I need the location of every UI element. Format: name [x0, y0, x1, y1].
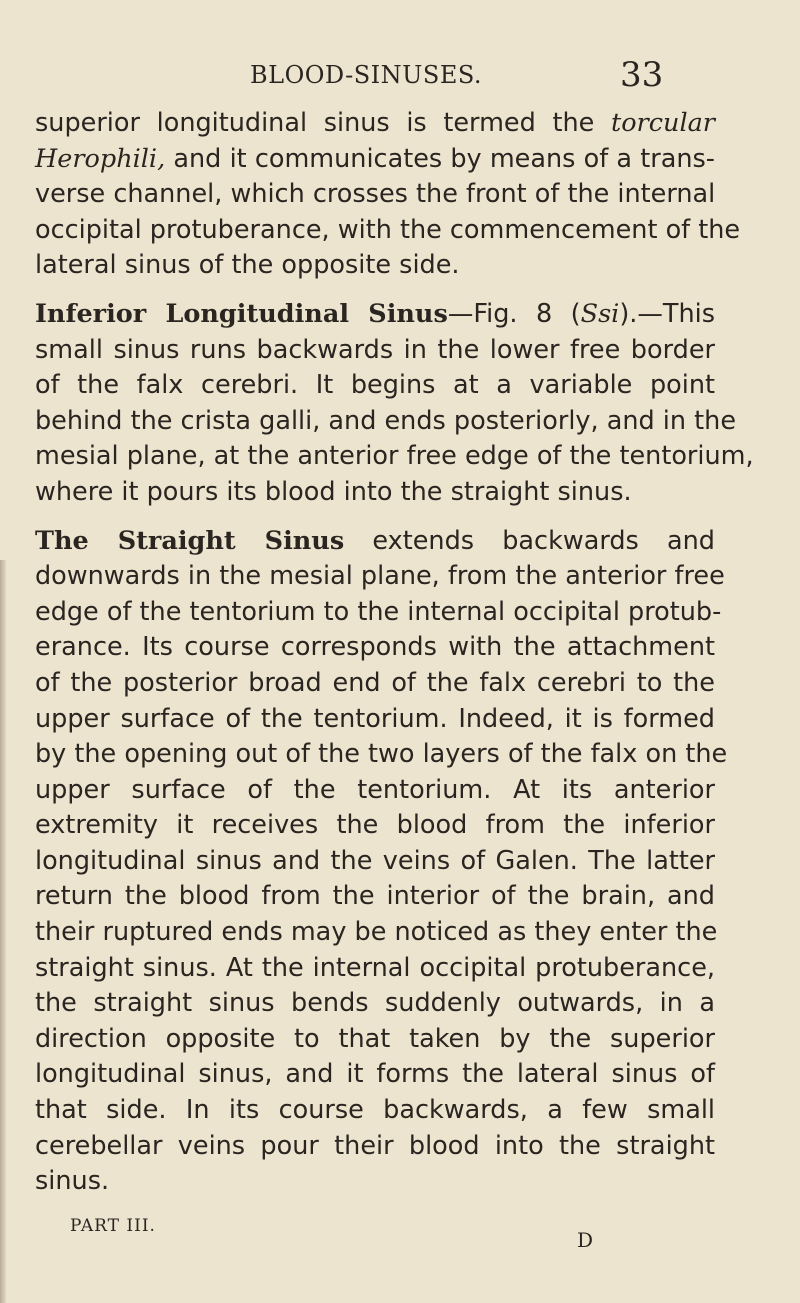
text-segment: erance. Its course corresponds with the attachment: [35, 632, 715, 663]
text-segment: their ruptured ends may be noticed as they enter the: [35, 917, 718, 948]
text-line: [35, 439, 754, 475]
text-line: [35, 915, 718, 951]
text-line: [35, 297, 715, 333]
text-segment: Ssi: [580, 298, 620, 329]
text-line: [35, 595, 722, 631]
text-line: [35, 808, 715, 844]
text-segment: extremity it receives the blood from the inferior: [35, 810, 715, 841]
text-line: [35, 1093, 715, 1129]
text-line: [35, 630, 715, 666]
text-segment: where it pours its blood into the straight sinus.: [35, 476, 632, 507]
text-segment: occipital protuberance, with the commencement of the: [35, 214, 741, 245]
text-line: [35, 879, 715, 915]
text-line: [35, 524, 715, 560]
paragraph: [35, 297, 754, 511]
signature-part: PART III.: [70, 1216, 156, 1236]
text-line: [35, 702, 715, 738]
paragraph: [35, 106, 741, 284]
paragraph-gap: [35, 511, 715, 524]
paragraph: [35, 524, 728, 1200]
text-line: [35, 404, 737, 440]
text-segment: return the blood from the interior of the brain, and: [35, 881, 715, 912]
text-line: [35, 844, 715, 880]
text-segment: —Fig. 8 (: [447, 298, 581, 329]
text-line: [35, 986, 715, 1022]
text-line: [35, 106, 715, 142]
text-segment: of the posterior broad end of the falx cerebri to the: [35, 667, 715, 698]
text-segment: downwards in the mesial plane, from the anterior free: [35, 561, 725, 592]
text-segment: small sinus runs backwards in the lower free border: [35, 334, 715, 365]
text-segment: direction opposite to that taken by the superior: [35, 1023, 715, 1054]
text-line: [35, 475, 715, 511]
text-line: [35, 737, 728, 773]
text-line: [35, 142, 715, 178]
text-line: [35, 559, 725, 595]
page-footer: [0, 1216, 800, 1266]
text-segment: that side. In its course backwards, a few small: [35, 1095, 715, 1126]
running-title: BLOOD-SINUSES.: [250, 61, 483, 89]
section-heading: The Straight Sinus: [35, 525, 345, 556]
paragraph-gap: [35, 284, 715, 297]
text-segment: longitudinal sinus, and it forms the lateral sinus of: [35, 1059, 715, 1090]
page-edge-shadow: [0, 560, 6, 1303]
text-segment: extends backwards and: [344, 525, 715, 556]
text-segment: lateral sinus of the opposite side.: [35, 250, 460, 281]
text-segment: verse channel, which crosses the front of the internal: [35, 179, 716, 210]
text-segment: torcular: [610, 108, 715, 138]
text-segment: of the falx cerebri. It begins at a variable point: [35, 370, 715, 401]
text-segment: mesial plane, at the anterior free edge of the tentorium,: [35, 441, 754, 472]
text-segment: the straight sinus bends suddenly outwards, in a: [35, 988, 715, 1019]
text-segment: by the opening out of the two layers of the falx on the: [35, 739, 728, 770]
text-segment: sinus.: [35, 1166, 110, 1197]
page-number: 33: [620, 55, 664, 95]
text-segment: and it communicates by means of a trans-: [165, 143, 715, 174]
text-segment: cerebellar veins pour their blood into the straight: [35, 1130, 715, 1161]
text-segment: superior longitudinal sinus is termed the: [35, 108, 611, 138]
text-line: [35, 368, 715, 404]
text-segment: Herophili,: [35, 143, 166, 174]
text-segment: upper surface of the tentorium. At its anterior: [35, 774, 715, 805]
text-line: [35, 213, 741, 249]
text-segment: ).—This: [619, 298, 715, 329]
text-segment: upper surface of the tentorium. Indeed, it is formed: [35, 703, 715, 734]
text-line: [35, 951, 715, 987]
text-line: [35, 1022, 715, 1058]
text-line: [35, 773, 715, 809]
signature-letter: D: [577, 1228, 594, 1252]
text-line: [35, 333, 715, 369]
text-line: [35, 666, 715, 702]
text-line: [35, 1057, 715, 1093]
body-text: [35, 106, 754, 1200]
section-heading: Inferior Longitudinal Sinus: [35, 298, 448, 329]
text-segment: longitudinal sinus and the veins of Galen. The latter: [35, 845, 715, 876]
text-segment: edge of the tentorium to the internal occipital protub-: [35, 596, 722, 627]
text-segment: straight sinus. At the internal occipital protuberance,: [35, 952, 715, 983]
text-line: [35, 248, 715, 284]
text-line: [35, 1129, 715, 1165]
running-head: [0, 55, 800, 99]
text-segment: behind the crista galli, and ends posteriorly, and in the: [35, 405, 737, 436]
text-line: [35, 1164, 715, 1200]
text-line: [35, 177, 715, 213]
